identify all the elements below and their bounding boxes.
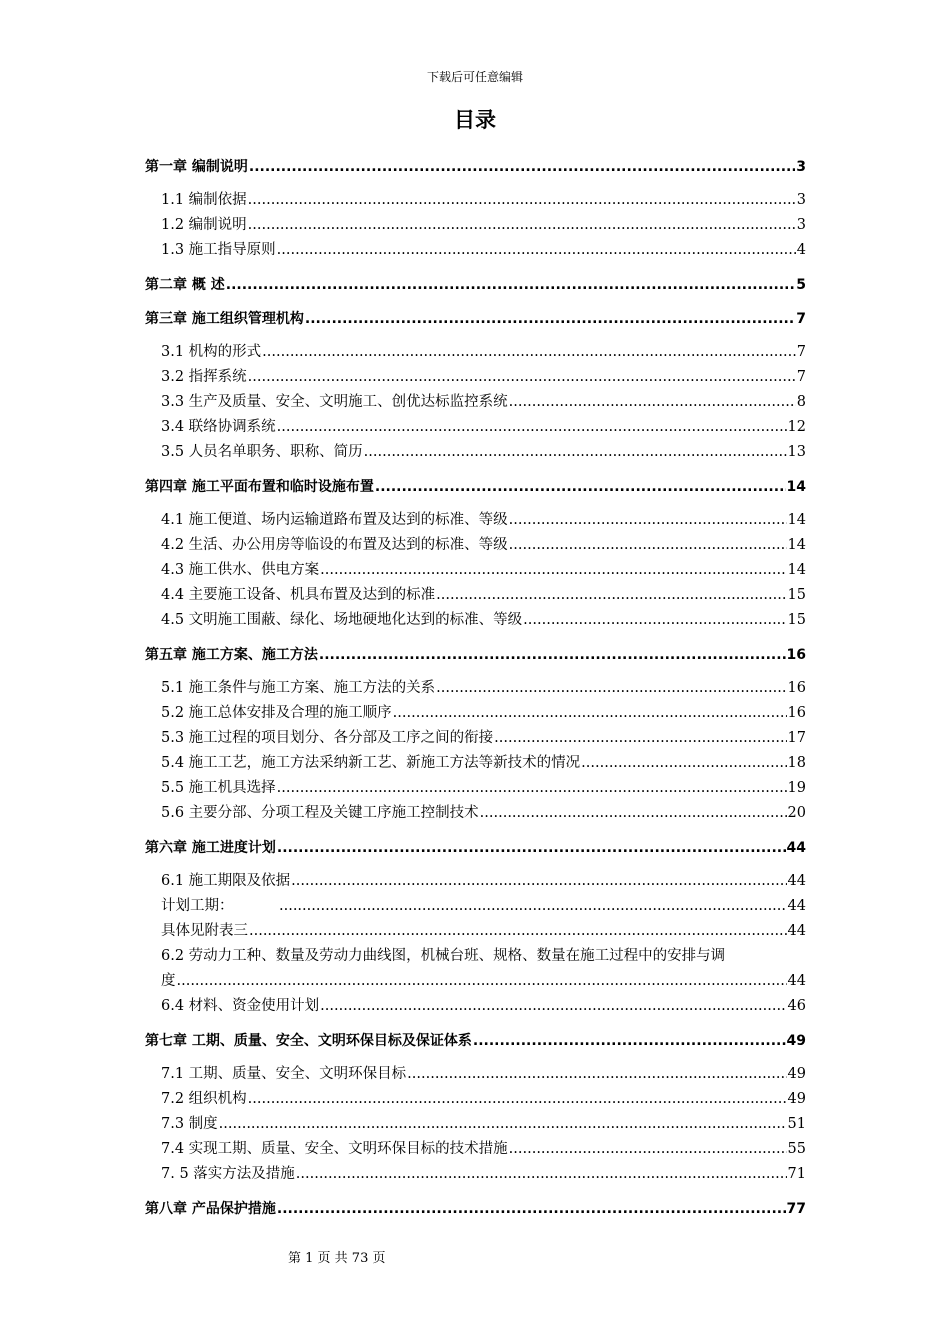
toc-chapter-label: 第一章 编制说明 <box>145 159 248 175</box>
toc-section-page-number: 18 <box>787 755 806 771</box>
dot-leader <box>320 994 786 1019</box>
dot-leader <box>494 726 786 751</box>
toc-section-page-number: 14 <box>787 537 806 553</box>
toc-section[interactable] <box>145 558 806 583</box>
toc-chapter[interactable] <box>145 1029 806 1053</box>
toc-section-label: 具体见附表三 <box>161 923 248 939</box>
dot-leader <box>436 676 786 701</box>
toc-section[interactable] <box>145 1087 806 1112</box>
toc-section-page-number: 14 <box>787 562 806 578</box>
toc-section[interactable] <box>145 508 806 533</box>
toc-section-label: 6.2 劳动力工种、数量及劳动力曲线图，机械台班、规格、数量在施工过程中的安排与调 <box>161 948 726 964</box>
toc-section-label: 7.2 组织机构 <box>161 1091 247 1107</box>
dot-leader <box>509 508 787 533</box>
toc-section[interactable] <box>145 188 806 213</box>
dot-leader <box>248 188 796 213</box>
toc-section-page-number: 3 <box>796 217 806 233</box>
dot-leader <box>277 776 787 801</box>
toc-section-cont-page-number: 44 <box>787 973 806 989</box>
toc-section[interactable] <box>145 533 806 558</box>
toc-section-page-number: 44 <box>787 898 806 914</box>
header-note: 下载后可任意编辑 <box>426 70 523 84</box>
toc-chapter[interactable] <box>145 273 806 297</box>
toc-section-page-number: 55 <box>787 1141 806 1157</box>
toc-section[interactable] <box>145 869 806 894</box>
toc-section[interactable] <box>145 676 806 701</box>
toc-section-page-number: 14 <box>787 512 806 528</box>
toc-chapter-page-number: 49 <box>786 1033 806 1049</box>
toc-section-label: 4.3 施工供水、供电方案 <box>161 562 320 578</box>
toc-section[interactable] <box>145 1112 806 1137</box>
toc-section-label: 5.1 施工条件与施工方案、施工方法的关系 <box>161 680 436 696</box>
toc-section[interactable] <box>145 944 806 994</box>
toc-section[interactable] <box>145 1137 806 1162</box>
dot-leader <box>296 1162 787 1187</box>
toc-section-label: 7.3 制度 <box>161 1116 218 1132</box>
dot-leader <box>320 558 786 583</box>
toc-section-page-number: 8 <box>796 394 806 410</box>
dot-leader <box>364 440 787 465</box>
toc-chapter-label: 第三章 施工组织管理机构 <box>145 311 304 327</box>
toc-section-page-number: 7 <box>796 369 806 385</box>
toc-section[interactable] <box>145 776 806 801</box>
toc-section-page-number: 4 <box>796 242 806 258</box>
toc-section[interactable] <box>145 726 806 751</box>
toc-section[interactable] <box>145 340 806 365</box>
dot-leader <box>248 213 796 238</box>
toc-chapter-label: 第六章 施工进度计划 <box>145 840 276 856</box>
toc-section-page-number: 20 <box>787 805 806 821</box>
dot-leader <box>375 475 786 499</box>
toc-section-label: 5.2 施工总体安排及合理的施工顺序 <box>161 705 392 721</box>
dot-leader <box>248 365 796 390</box>
toc-chapter[interactable] <box>145 155 806 179</box>
toc-section-label: 1.1 编制依据 <box>161 192 247 208</box>
toc-chapter[interactable] <box>145 643 806 667</box>
dot-leader <box>291 869 786 894</box>
dot-leader <box>279 894 787 919</box>
toc-section-label: 计划工期： <box>161 898 234 914</box>
toc-section-label: 4.1 施工便道、场内运输道路布置及达到的标准、等级 <box>161 512 508 528</box>
toc-chapter[interactable] <box>145 1197 806 1221</box>
dot-leader <box>523 608 786 633</box>
toc-section-label: 3.1 机构的形式 <box>161 344 262 360</box>
toc-section-label: 4.4 主要施工设备、机具布置及达到的标准 <box>161 587 436 603</box>
dot-leader <box>277 415 787 440</box>
toc-section-page-number: 12 <box>787 419 806 435</box>
toc-chapter[interactable] <box>145 836 806 860</box>
toc-section-label: 7.1 工期、质量、安全、文明环保目标 <box>161 1066 407 1082</box>
toc-section-page-number: 13 <box>787 444 806 460</box>
dot-leader <box>319 643 786 667</box>
toc-section[interactable] <box>145 919 806 944</box>
toc-section-label: 7.4 实现工期、质量、安全、文明环保目标的技术措施 <box>161 1141 508 1157</box>
dot-leader <box>509 1137 787 1162</box>
dot-leader <box>248 1087 787 1112</box>
toc-section[interactable] <box>145 365 806 390</box>
dot-leader <box>473 1029 786 1053</box>
toc-section[interactable] <box>145 440 806 465</box>
toc-section-label: 3.4 联络协调系统 <box>161 419 276 435</box>
toc-section[interactable] <box>145 801 806 826</box>
page-title: 目录 <box>454 108 496 132</box>
toc-section-label: 7. 5 落实方法及措施 <box>161 1166 295 1182</box>
toc-chapter-page-number: 14 <box>786 479 806 495</box>
toc-section-page-number: 17 <box>787 730 806 746</box>
toc-chapter-label: 第八章 产品保护措施 <box>145 1201 276 1217</box>
dot-leader <box>407 1062 786 1087</box>
toc-section-label: 5.6 主要分部、分项工程及关键工序施工控制技术 <box>161 805 479 821</box>
toc-section[interactable] <box>145 701 806 726</box>
toc-section-cont-label: 度 <box>161 973 176 989</box>
dot-leader <box>277 836 786 860</box>
toc-chapter-page-number: 77 <box>786 1201 806 1217</box>
dot-leader <box>436 583 786 608</box>
toc-chapter-page-number: 7 <box>796 311 806 327</box>
dot-leader <box>177 969 787 994</box>
dot-leader <box>277 238 796 263</box>
toc-section-label: 1.3 施工指导原则 <box>161 242 276 258</box>
toc-section-label: 6.4 材料、资金使用计划 <box>161 998 320 1014</box>
dot-leader <box>249 919 787 944</box>
toc-section-page-number: 16 <box>787 680 806 696</box>
toc-section-cont[interactable] <box>161 969 806 994</box>
toc-section[interactable] <box>145 751 806 776</box>
toc-chapter-page-number: 5 <box>796 277 806 293</box>
toc-chapter-label: 第五章 施工方案、施工方法 <box>145 647 318 663</box>
toc-section[interactable] <box>145 238 806 263</box>
toc-section[interactable] <box>145 1062 806 1087</box>
dot-leader <box>509 533 787 558</box>
toc-section[interactable] <box>145 213 806 238</box>
toc-section-page-number: 49 <box>787 1066 806 1082</box>
dot-leader <box>262 340 796 365</box>
toc-section-page-number: 15 <box>787 612 806 628</box>
dot-leader <box>509 390 796 415</box>
toc-section-page-number: 16 <box>787 705 806 721</box>
toc-section-label: 6.1 施工期限及依据 <box>161 873 291 889</box>
dot-leader <box>393 701 787 726</box>
toc-section[interactable] <box>145 608 806 633</box>
toc-section-label: 3.5 人员名单职务、职称、简历 <box>161 444 363 460</box>
toc-section-page-number: 49 <box>787 1091 806 1107</box>
dot-leader <box>480 801 787 826</box>
toc-section-page-number: 15 <box>787 587 806 603</box>
toc-chapter[interactable] <box>145 307 806 331</box>
toc-section-label: 4.5 文明施工围蔽、绿化、场地硬地化达到的标准、等级 <box>161 612 523 628</box>
toc-section-page-number: 71 <box>787 1166 806 1182</box>
toc-section[interactable] <box>145 390 806 415</box>
toc-section[interactable] <box>145 894 806 919</box>
toc-section[interactable] <box>145 994 806 1019</box>
toc-chapter-page-number: 44 <box>786 840 806 856</box>
toc-chapter-label: 第二章 概 述 <box>145 277 225 293</box>
toc-section-label: 5.4 施工工艺，施工方法采纳新工艺、新施工方法等新技术的情况 <box>161 755 581 771</box>
toc-section-label: 4.2 生活、办公用房等临设的布置及达到的标准、等级 <box>161 537 508 553</box>
dot-leader <box>277 1197 786 1221</box>
table-of-contents <box>145 155 806 1221</box>
toc-section-page-number: 7 <box>796 344 806 360</box>
toc-section-label: 5.5 施工机具选择 <box>161 780 276 796</box>
toc-section[interactable] <box>145 415 806 440</box>
toc-chapter-page-number: 3 <box>796 159 806 175</box>
toc-section-page-number: 46 <box>787 998 806 1014</box>
toc-section-label: 3.3 生产及质量、安全、文明施工、创优达标监控系统 <box>161 394 508 410</box>
toc-chapter-page-number: 16 <box>786 647 806 663</box>
toc-chapter[interactable] <box>145 475 806 499</box>
dot-leader <box>226 273 796 297</box>
toc-section-label: 5.3 施工过程的项目划分、各分部及工序之间的衔接 <box>161 730 494 746</box>
toc-section-page-number: 44 <box>787 923 806 939</box>
toc-section-label: 3.2 指挥系统 <box>161 369 247 385</box>
toc-section[interactable] <box>145 1162 806 1187</box>
toc-chapter-label: 第七章 工期、质量、安全、文明环保目标及保证体系 <box>145 1033 472 1049</box>
toc-section-page-number: 19 <box>787 780 806 796</box>
toc-section[interactable] <box>145 583 806 608</box>
toc-section-page-number: 44 <box>787 873 806 889</box>
toc-chapter-label: 第四章 施工平面布置和临时设施布置 <box>145 479 374 495</box>
dot-leader <box>249 155 795 179</box>
toc-section-page-number: 51 <box>787 1116 806 1132</box>
dot-leader <box>305 307 795 331</box>
dot-leader <box>219 1112 787 1137</box>
page-footer: 第 1 页 共 73 页 <box>288 1251 386 1266</box>
dot-leader <box>581 751 786 776</box>
toc-section-label: 1.2 编制说明 <box>161 217 247 233</box>
toc-section-page-number: 3 <box>796 192 806 208</box>
